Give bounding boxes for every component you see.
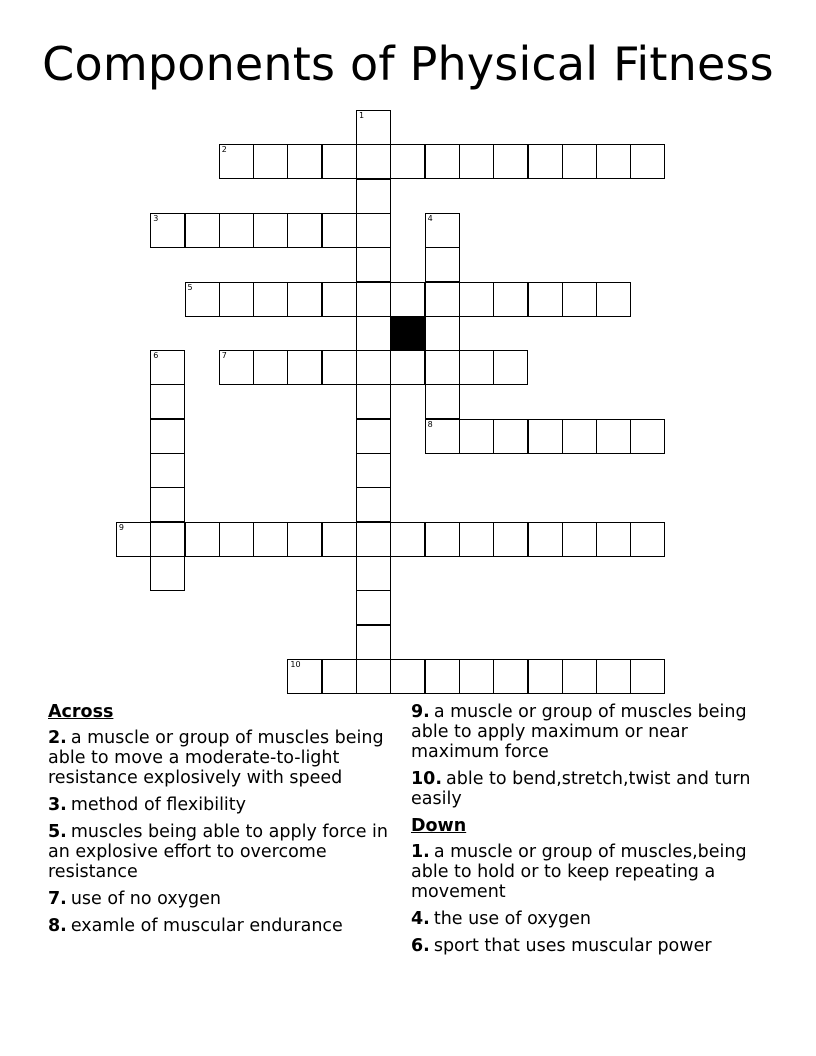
crossword-cell[interactable]	[493, 282, 528, 317]
crossword-cell[interactable]	[150, 556, 185, 591]
crossword-cell[interactable]	[425, 419, 460, 454]
crossword-cell[interactable]	[356, 384, 391, 419]
crossword-cell[interactable]	[219, 144, 254, 179]
crossword-cell[interactable]	[322, 282, 357, 317]
crossword-cell[interactable]	[596, 659, 631, 694]
crossword-cell[interactable]	[219, 213, 254, 248]
clue-number: 5.	[48, 822, 67, 842]
clue-across-9	[411, 702, 776, 762]
cell-number: 3	[153, 213, 159, 223]
crossword-cell[interactable]	[528, 419, 563, 454]
cell-number: 8	[427, 419, 433, 429]
crossword-cell[interactable]	[390, 144, 425, 179]
clue-text: use of no oxygen	[70, 889, 222, 909]
clue-number: 8.	[48, 916, 67, 936]
crossword-cell[interactable]	[493, 522, 528, 557]
cell-number: 1	[359, 111, 365, 120]
crossword-cell[interactable]	[150, 453, 185, 488]
crossword-cell[interactable]	[253, 144, 288, 179]
crossword-cell[interactable]	[493, 659, 528, 694]
crossword-cell[interactable]	[390, 522, 425, 557]
clue-across-10	[411, 769, 776, 809]
crossword-cell[interactable]	[459, 659, 494, 694]
crossword-cell[interactable]	[630, 144, 665, 179]
clues-column-left	[48, 702, 388, 943]
crossword-cell[interactable]	[596, 144, 631, 179]
crossword-cell[interactable]	[287, 144, 322, 179]
crossword-cell[interactable]	[356, 659, 391, 694]
cell-number: 7	[221, 351, 227, 361]
crossword-cell[interactable]	[322, 213, 357, 248]
crossword-cell[interactable]	[596, 522, 631, 557]
crossword-cell[interactable]	[425, 316, 460, 351]
crossword-cell[interactable]	[493, 144, 528, 179]
crossword-cell[interactable]	[630, 419, 665, 454]
crossword-cell[interactable]	[459, 282, 494, 317]
crossword-cell[interactable]	[356, 419, 391, 454]
crossword-cell[interactable]	[356, 282, 391, 317]
crossword-cell[interactable]	[356, 110, 391, 145]
clue-text: a muscle or group of muscles,being able to hold or to keep repeating a movement	[411, 842, 747, 902]
black-square	[390, 316, 425, 351]
crossword-cell[interactable]	[425, 659, 460, 694]
crossword-cell[interactable]	[596, 282, 631, 317]
crossword-cell[interactable]	[253, 282, 288, 317]
crossword-cell[interactable]	[630, 522, 665, 557]
crossword-cell[interactable]	[322, 659, 357, 694]
crossword-cell[interactable]	[322, 144, 357, 179]
crossword-cell[interactable]	[219, 522, 254, 557]
cell-number: 9	[118, 522, 124, 532]
clue-text: muscles being able to apply force in an explosive effort to overcome resistance	[48, 822, 388, 882]
crossword-cell[interactable]	[322, 522, 357, 557]
crossword-cell[interactable]	[459, 419, 494, 454]
crossword-cell[interactable]	[459, 144, 494, 179]
clues-column-right	[411, 702, 776, 963]
crossword-cell[interactable]	[459, 350, 494, 385]
clue-down-6	[411, 936, 776, 956]
clue-number: 1.	[411, 842, 430, 862]
crossword-cell[interactable]	[287, 213, 322, 248]
clue-across-5	[48, 822, 388, 882]
crossword-cell[interactable]	[219, 350, 254, 385]
clue-text: a muscle or group of muscles being able to apply maximum or near maximum force	[411, 702, 747, 762]
clue-across-2	[48, 728, 388, 788]
crossword-cell[interactable]	[425, 144, 460, 179]
crossword-cell[interactable]	[356, 487, 391, 522]
clue-number: 9.	[411, 702, 430, 722]
crossword-cell[interactable]	[356, 556, 391, 591]
crossword-cell[interactable]	[356, 179, 391, 214]
crossword-cell[interactable]	[356, 213, 391, 248]
crossword-cell[interactable]	[425, 247, 460, 282]
crossword-cell[interactable]	[219, 282, 254, 317]
crossword-cell[interactable]	[287, 659, 322, 694]
clue-text: a muscle or group of muscles being able to move a moderate-to-light resistance explosively with speed	[48, 728, 384, 788]
crossword-cell[interactable]	[356, 625, 391, 660]
crossword-cell[interactable]	[322, 350, 357, 385]
crossword-cell[interactable]	[150, 487, 185, 522]
crossword-cell[interactable]	[425, 350, 460, 385]
crossword-cell[interactable]	[596, 419, 631, 454]
crossword-cell[interactable]	[253, 213, 288, 248]
crossword-cell[interactable]	[562, 522, 597, 557]
crossword-cell[interactable]	[425, 282, 460, 317]
clue-text: able to bend,stretch,twist and turn easily	[411, 769, 751, 809]
crossword-cell[interactable]	[287, 350, 322, 385]
crossword-cell[interactable]	[185, 522, 220, 557]
crossword-cell[interactable]	[425, 213, 460, 248]
crossword-cell[interactable]	[528, 282, 563, 317]
clue-number: 3.	[48, 795, 67, 815]
crossword-cell[interactable]	[356, 350, 391, 385]
crossword-cell[interactable]	[562, 144, 597, 179]
cell-number: 10	[290, 659, 301, 669]
clue-text: examle of muscular endurance	[70, 916, 343, 936]
crossword-cell[interactable]	[425, 384, 460, 419]
crossword-cell[interactable]	[150, 213, 185, 248]
crossword-cell[interactable]	[562, 282, 597, 317]
crossword-cell[interactable]	[150, 419, 185, 454]
crossword-cell[interactable]	[287, 522, 322, 557]
cell-number: 2	[221, 145, 227, 155]
crossword-cell[interactable]	[116, 522, 151, 557]
clue-across-3	[48, 795, 388, 815]
cell-number: 6	[153, 351, 159, 361]
clue-across-7	[48, 889, 388, 909]
clue-text: method of flexibility	[70, 795, 247, 815]
crossword-cell[interactable]	[528, 659, 563, 694]
crossword-cell[interactable]	[287, 282, 322, 317]
crossword-cell[interactable]	[150, 384, 185, 419]
crossword-cell[interactable]	[253, 522, 288, 557]
crossword-cell[interactable]	[528, 522, 563, 557]
crossword-cell[interactable]	[493, 419, 528, 454]
clue-number: 4.	[411, 909, 430, 929]
crossword-cell[interactable]	[493, 350, 528, 385]
crossword-cell[interactable]	[528, 144, 563, 179]
crossword-cell[interactable]	[562, 659, 597, 694]
cell-number: 4	[427, 213, 433, 223]
clue-text: the use of oxygen	[433, 909, 591, 929]
crossword-cell[interactable]	[390, 350, 425, 385]
clue-number: 2.	[48, 728, 67, 748]
crossword-cell[interactable]	[390, 282, 425, 317]
crossword-cell[interactable]	[356, 522, 391, 557]
crossword-cell[interactable]	[425, 522, 460, 557]
down-heading: Down	[411, 816, 467, 836]
page-title: Components of Physical Fitness	[42, 37, 774, 91]
crossword-cell[interactable]	[356, 316, 391, 351]
clue-number: 7.	[48, 889, 67, 909]
crossword-cell[interactable]	[356, 590, 391, 625]
crossword-cell[interactable]	[356, 144, 391, 179]
crossword-cell[interactable]	[630, 659, 665, 694]
crossword-cell[interactable]	[390, 659, 425, 694]
crossword-cell[interactable]	[253, 350, 288, 385]
crossword-cell[interactable]	[150, 350, 185, 385]
crossword-cell[interactable]	[356, 247, 391, 282]
clue-text: sport that uses muscular power	[433, 936, 712, 956]
clue-number: 10.	[411, 769, 443, 789]
crossword-cell[interactable]	[562, 419, 597, 454]
crossword-cell[interactable]	[185, 213, 220, 248]
clue-down-4	[411, 909, 776, 929]
cell-number: 5	[187, 282, 193, 292]
clue-down-1	[411, 842, 776, 902]
clue-across-8	[48, 916, 388, 936]
crossword-cell[interactable]	[459, 522, 494, 557]
across-heading: Across	[48, 702, 114, 722]
clue-number: 6.	[411, 936, 430, 956]
crossword-cell[interactable]	[150, 522, 185, 557]
crossword-cell[interactable]	[356, 453, 391, 488]
crossword-cell[interactable]	[185, 282, 220, 317]
